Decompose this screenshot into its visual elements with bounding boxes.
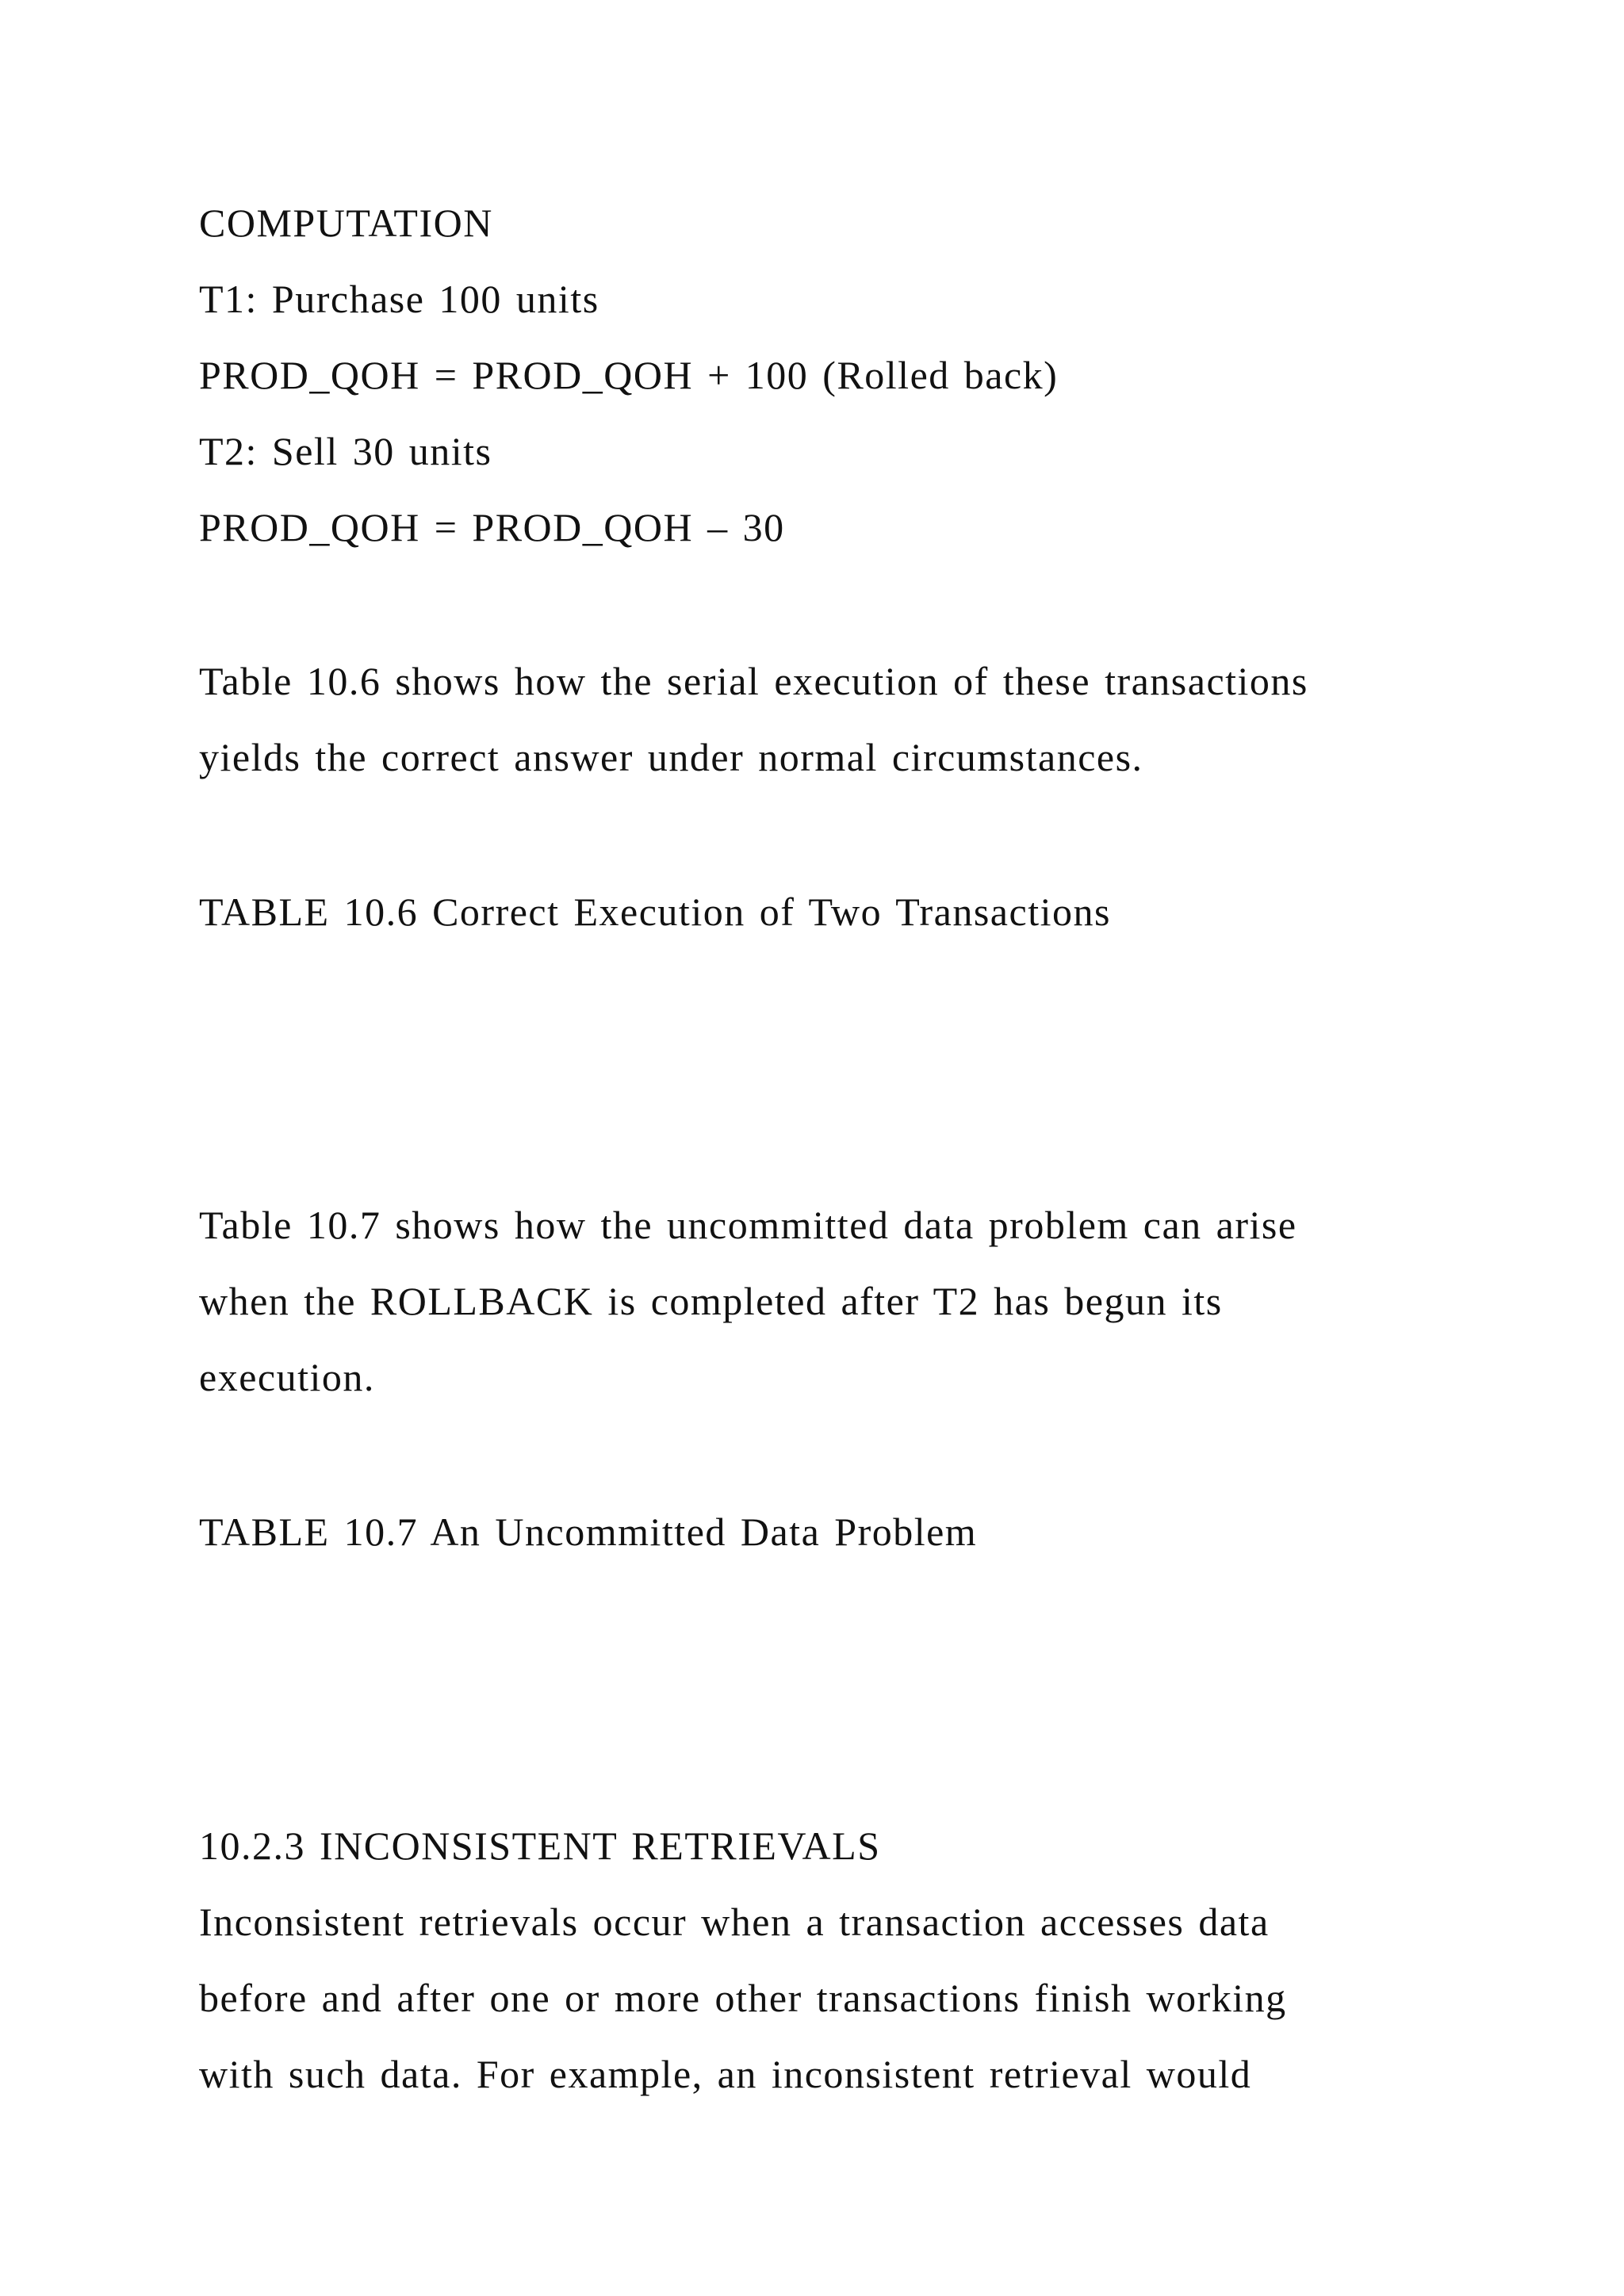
computation-line-t2-formula: PROD_QOH = PROD_QOH – 30 [199, 505, 785, 549]
table-10-7-caption: TABLE 10.7 An Uncommitted Data Problem [199, 1510, 978, 1554]
section-line-2: before and after one or more other transactions finish working [199, 1976, 1287, 2020]
computation-line-t2: T2: Sell 30 units [199, 429, 492, 473]
paragraph-2-line-2: when the ROLLBACK is completed after T2 has begun its [199, 1279, 1223, 1323]
section-line-1: Inconsistent retrievals occur when a transaction accesses data [199, 1900, 1270, 1944]
paragraph-1-line-1: Table 10.6 shows how the serial execution of these transactions [199, 659, 1308, 703]
table-10-6-caption: TABLE 10.6 Correct Execution of Two Transactions [199, 890, 1111, 934]
computation-line-t1: T1: Purchase 100 units [199, 277, 599, 321]
section-line-3: with such data. For example, an inconsistent retrieval would [199, 2052, 1252, 2096]
paragraph-2-line-1: Table 10.7 shows how the uncommitted data problem can arise [199, 1203, 1297, 1247]
section-heading: 10.2.3 INCONSISTENT RETRIEVALS [199, 1823, 881, 1868]
computation-line-t1-formula: PROD_QOH = PROD_QOH + 100 (Rolled back) [199, 353, 1059, 397]
paragraph-1-line-2: yields the correct answer under normal circumstances. [199, 735, 1143, 779]
paragraph-2-line-3: execution. [199, 1355, 375, 1399]
computation-heading: COMPUTATION [199, 201, 493, 245]
